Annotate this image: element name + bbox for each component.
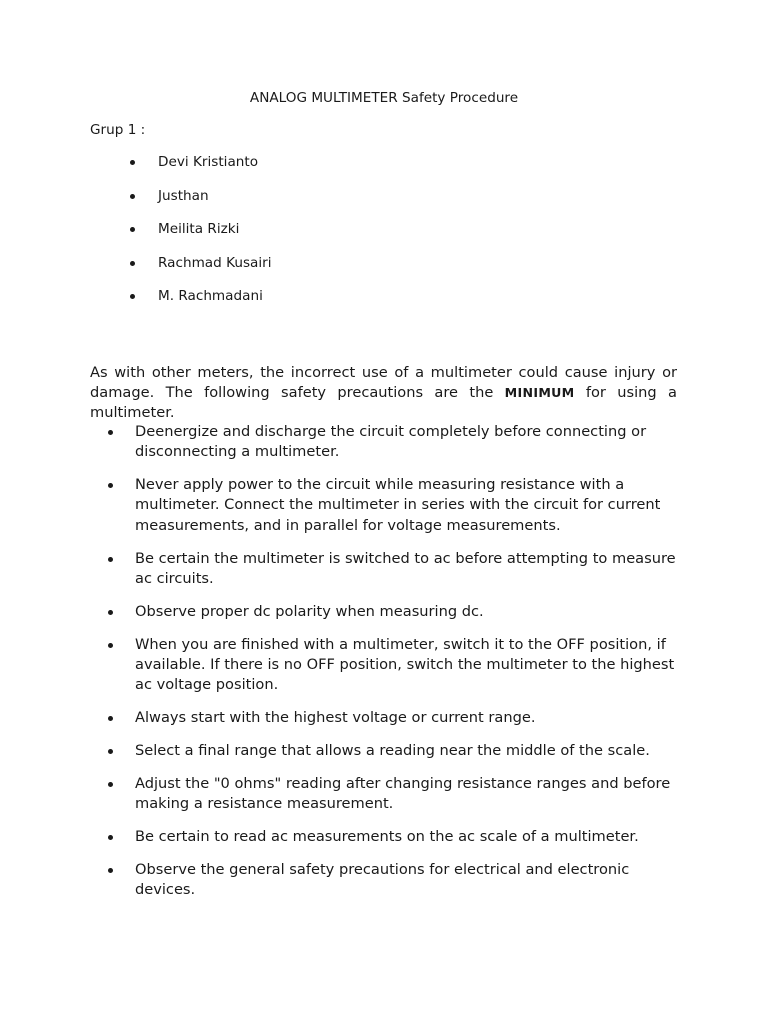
member-item [130,254,272,288]
rule-text: Observe proper dc polarity when measuring dc. [135,602,484,620]
rule-text: Deenergize and discharge the circuit completely before connecting or disconnecting a multimeter. [135,423,647,461]
rule-text: When you are finished with a multimeter, switch it to the OFF position, if available. If there is no OFF position, switch the multimeter to the highest ac voltage position. [135,635,675,694]
bullet-icon [108,483,113,488]
member-list [130,153,272,321]
safety-rule [108,422,688,463]
member-item [130,187,272,221]
bullet-icon [108,557,113,562]
intro-paragraph [90,363,677,424]
member-name: Devi Kristianto [158,154,259,170]
bullet-icon [108,835,113,840]
rule-text: Adjust the "0 ohms" reading after changing resistance ranges and before making a resistance measurement. [135,775,671,813]
safety-rules-list [108,422,688,913]
bullet-icon [130,227,135,232]
bullet-icon [130,294,135,299]
rule-text: Select a final range that allows a reading near the middle of the scale. [135,742,650,760]
rule-text: Be certain to read ac measurements on the ac scale of a multimeter. [135,828,639,846]
bullet-icon [108,782,113,787]
member-name: Justhan [158,187,209,204]
member-name: Meilita Rizki [158,221,240,237]
bullet-icon [130,261,135,266]
intro-emphasis: MINIMUM [504,384,575,400]
rule-text: Always start with the highest voltage or current range. [135,709,536,727]
member-item [130,153,272,187]
rule-text: Be certain the multimeter is switched to ac before attempting to measure ac circuits. [135,549,676,587]
bullet-icon [108,749,113,754]
bullet-icon [130,160,135,165]
bullet-icon [108,430,113,435]
rule-text: Never apply power to the circuit while measuring resistance with a multimeter. Connect the multimeter in series with the circuit for current measurements, and in parallel for voltage measurements. [135,476,661,534]
intro-text-before: As with other meters, the incorrect use of a multimeter could cause injury or damage. The following safety precautions are the [90,363,677,401]
document-title: ANALOG MULTIMETER Safety Procedure [249,90,519,106]
safety-rule [108,860,688,901]
member-item [130,287,272,321]
bullet-icon [130,194,135,199]
safety-rule [108,635,688,696]
bullet-icon [108,643,113,648]
rule-text: Observe the general safety precautions for electrical and electronic devices. [135,861,630,899]
bullet-icon [108,610,113,615]
safety-rule [108,475,688,536]
safety-rule [108,741,688,761]
member-item [130,220,272,254]
safety-rule [108,774,688,815]
group-label: Grup 1 : [90,122,146,138]
member-name: M. Rachmadani [158,288,263,304]
safety-rule [108,549,688,590]
intro-text-after: for using a multimeter. [90,383,677,422]
safety-rule [108,708,688,728]
bullet-icon [108,868,113,873]
safety-rule [108,602,688,622]
safety-rule [108,827,688,847]
member-name: Rachmad Kusairi [158,254,272,271]
bullet-icon [108,716,113,721]
